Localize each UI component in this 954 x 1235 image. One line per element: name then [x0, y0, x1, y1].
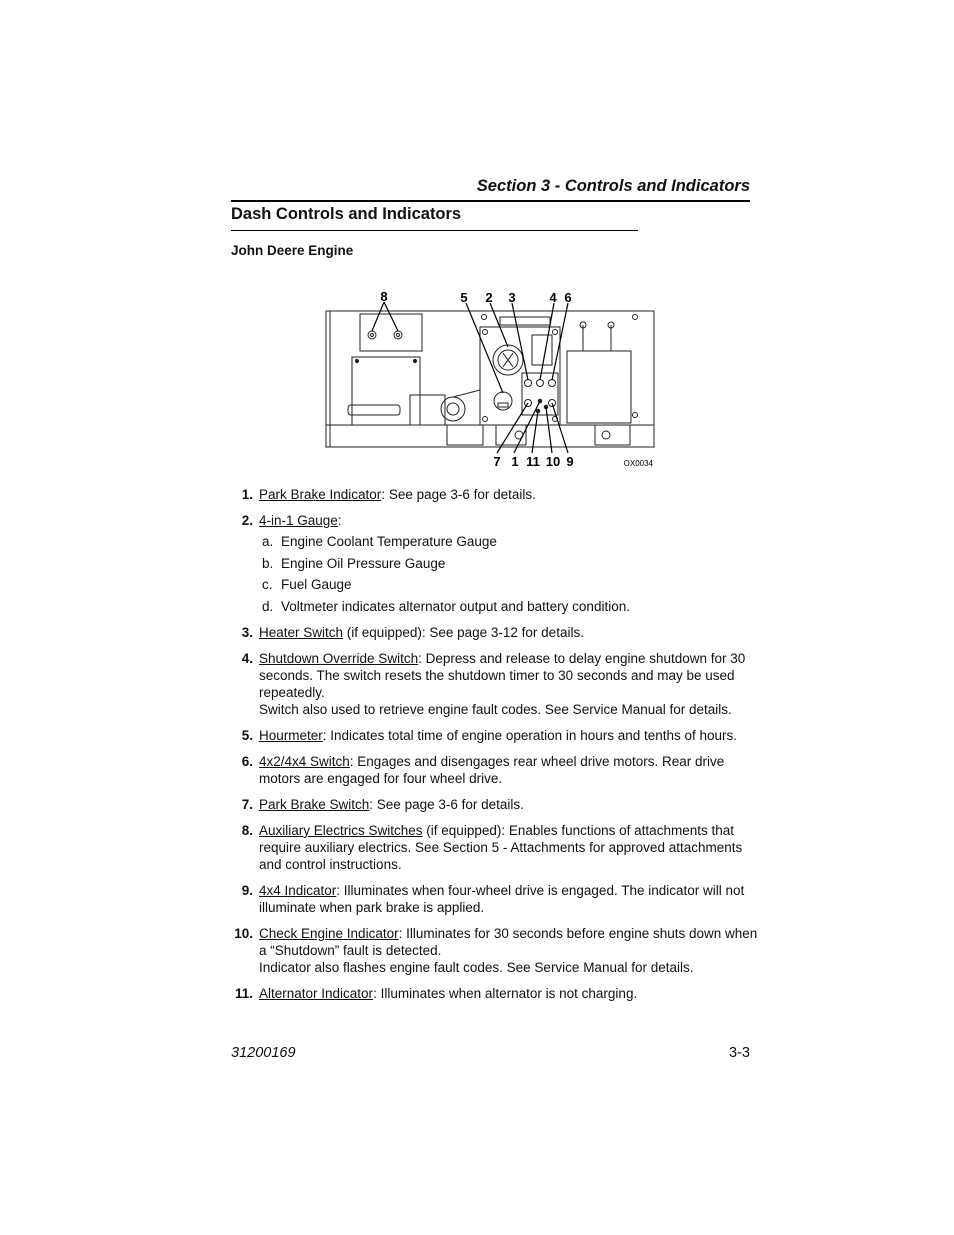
- page-title: Dash Controls and Indicators: [231, 205, 462, 223]
- item-number: 1.: [241, 487, 253, 502]
- callout-8: 8: [380, 289, 388, 304]
- item-term: Check Engine Indicator: [259, 925, 399, 941]
- callout-2: 2: [485, 290, 493, 305]
- item-extra-text: Switch also used to retrieve engine fault codes. See Service Manual for details.: [259, 701, 732, 717]
- item-number: 4.: [241, 650, 253, 666]
- item-number: 10.: [234, 925, 253, 941]
- sub-letter: d.: [262, 598, 274, 614]
- title-rule: [231, 230, 638, 231]
- item-number: 11.: [234, 985, 253, 1001]
- item-extra-text: Indicator also flashes engine fault codes. See Service Manual for details.: [259, 959, 694, 975]
- item-term: Heater Switch: [259, 624, 344, 640]
- item-number: 9.: [241, 882, 253, 898]
- figure-code: OX0034: [623, 459, 653, 468]
- list-item: [231, 925, 761, 976]
- sub-letter: a.: [262, 534, 274, 549]
- shift-lever-icon: [348, 405, 400, 415]
- list-item: [231, 727, 761, 744]
- section-header: Section 3 - Controls and Indicators: [476, 177, 750, 195]
- page-number: 3-3: [729, 1045, 750, 1061]
- callout-3: 3: [508, 290, 516, 305]
- item-term: 4-in-1 Gauge: [259, 513, 338, 528]
- callout-7: 7: [493, 454, 501, 469]
- dash-controls-diagram: [320, 285, 660, 470]
- fuse-box: [567, 351, 631, 423]
- list-item: [231, 624, 761, 641]
- item-term: 4x2/4x4 Switch: [259, 753, 350, 769]
- item-text: (if equipped): Enables functions of attachments that require auxiliary electrics. See Section 5 - Attachments for approved attachments and control instructions.: [259, 822, 743, 872]
- callout-11: 11: [526, 454, 540, 469]
- item-text: : See page 3-6 for details.: [381, 487, 536, 502]
- item-text: : Depress and release to delay engine shutdown for 30 seconds. The switch resets the shutdown timer to 30 seconds and may be used repeatedly.: [259, 650, 746, 700]
- item-term: Shutdown Override Switch: [259, 650, 419, 666]
- callout-10: 10: [545, 454, 561, 469]
- item-number: 2.: [241, 513, 253, 528]
- list-item: [231, 882, 761, 916]
- sub-item: [259, 598, 761, 615]
- list-item: [231, 753, 761, 787]
- item-term: Auxiliary Electrics Switches: [259, 822, 423, 838]
- item-text: (if equipped): See page 3-12 for details.: [343, 624, 584, 640]
- list-item: [231, 512, 761, 615]
- item-number: 8.: [241, 822, 253, 838]
- item-number: 3.: [241, 624, 253, 640]
- sub-text: Fuel Gauge: [281, 577, 352, 593]
- callout-6: 6: [564, 290, 572, 305]
- subheading: John Deere Engine: [231, 243, 354, 258]
- controls-list: [231, 486, 761, 1011]
- sub-letter: c.: [262, 577, 273, 593]
- item-text: : Indicates total time of engine operation in hours and tenths of hours.: [322, 727, 738, 743]
- item-text: : Illuminates for 30 seconds before engine shuts down when a “Shutdown” fault is detected.: [259, 925, 758, 958]
- dash-panel-outline: [326, 311, 654, 447]
- item-number: 6.: [241, 753, 253, 769]
- item-term: Hourmeter: [259, 727, 323, 743]
- item-text: :: [337, 513, 342, 528]
- list-item: [231, 822, 761, 873]
- item-text: : Engages and disengages rear wheel drive motors. Rear drive motors are engaged for four wheel drive.: [259, 753, 725, 786]
- list-item: [231, 650, 761, 718]
- header-rule: [231, 200, 750, 202]
- sub-text: Voltmeter indicates alternator output and battery condition.: [281, 598, 630, 614]
- sub-item: [259, 576, 761, 593]
- item-text: : Illuminates when four-wheel drive is engaged. The indicator will not illuminate when park brake is applied.: [259, 882, 745, 915]
- callout-5: 5: [460, 290, 468, 305]
- item-term: 4x4 Indicator: [259, 882, 337, 898]
- item-text: : See page 3-6 for details.: [369, 796, 524, 812]
- item-term: Park Brake Switch: [259, 796, 370, 812]
- sub-text: Engine Coolant Temperature Gauge: [281, 534, 497, 549]
- list-item: [231, 985, 761, 1002]
- list-item: [231, 486, 761, 503]
- document-number: 31200169: [231, 1045, 296, 1061]
- sub-letter: b.: [262, 555, 274, 571]
- item-text: : Illuminates when alternator is not charging.: [373, 985, 638, 1001]
- sub-item: [259, 533, 761, 550]
- item-term: Park Brake Indicator: [259, 487, 382, 502]
- sub-text: Engine Oil Pressure Gauge: [281, 555, 446, 571]
- item-number: 7.: [241, 796, 253, 812]
- gauge-subitems: [259, 533, 761, 615]
- list-item: [231, 796, 761, 813]
- item-term: Alternator Indicator: [259, 985, 374, 1001]
- callout-1: 1: [511, 454, 519, 469]
- callout-4: 4: [549, 290, 557, 305]
- sub-item: [259, 555, 761, 572]
- item-number: 5.: [241, 727, 253, 743]
- callout-9: 9: [566, 454, 574, 469]
